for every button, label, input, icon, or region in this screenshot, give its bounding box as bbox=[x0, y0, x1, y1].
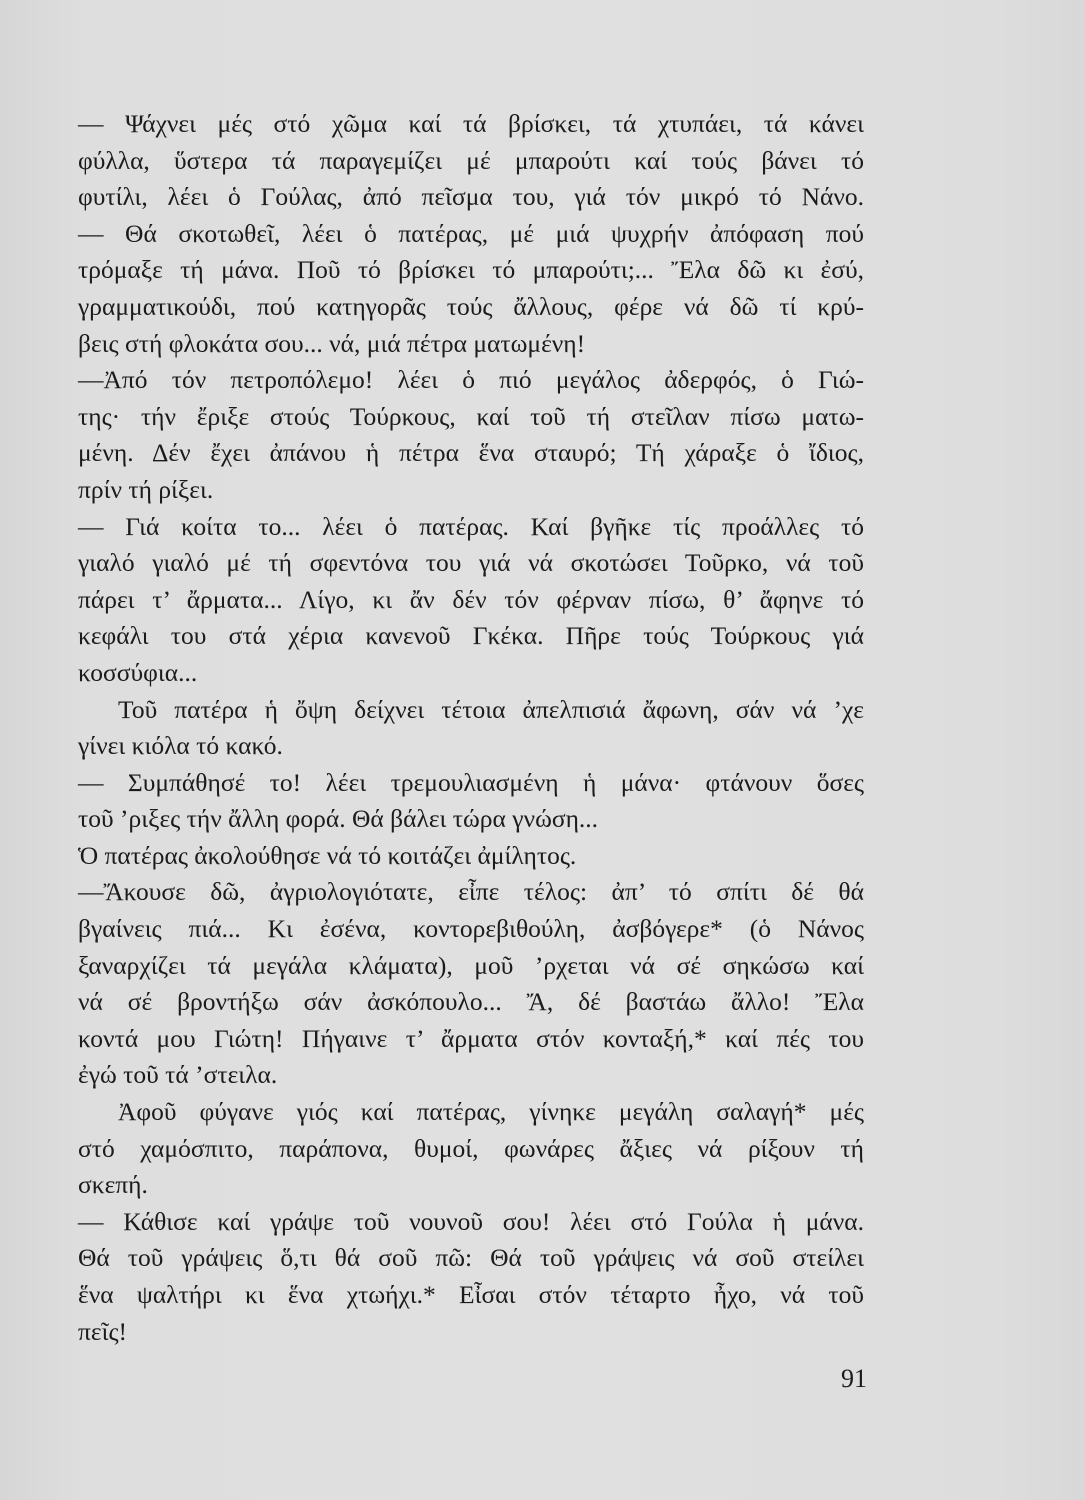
text-line: της· τήν ἔριξε στούς Τούρκους, καί τοῦ τή στεῖλαν πίσω ματω- bbox=[78, 401, 864, 431]
body-text bbox=[78, 106, 864, 1350]
text-line: γραμματικούδι, πού κατηγορᾶς τούς ἄλλους, φέρε νά δῶ τί κρύ- bbox=[78, 291, 864, 321]
text-line: ἕνα ψαλτήρι κι ἕνα χτωήχι.* Εἶσαι στόν τέταρτο ἦχο, νά τοῦ bbox=[78, 1280, 864, 1309]
text-line: — Κάθισε καί γράψε τοῦ νουνοῦ σου! λέει στό Γούλα ἡ μάνα. bbox=[78, 1206, 864, 1236]
text-line: νά σέ βροντήξω σάν ἀσκόπουλο... Ἄ, δέ βαστάω ἄλλο! Ἔλα bbox=[78, 987, 864, 1017]
text-line: κοσσύφια... bbox=[78, 657, 198, 687]
text-line: Ὁ πατέρας ἀκολούθησε νά τό κοιτάζει ἀμίλητος. bbox=[78, 840, 577, 870]
text-line: σκεπή. bbox=[78, 1170, 148, 1200]
text-line: — Συμπάθησέ το! λέει τρεμουλιασμένη ἡ μάνα· φτάνουν ὅσες bbox=[78, 767, 864, 797]
text-line: βεις στή φλοκάτα σου... νά, μιά πέτρα ματωμένη! bbox=[78, 328, 586, 358]
text-line: Θά τοῦ γράψεις ὅ,τι θά σοῦ πῶ: Θά τοῦ γράψεις νά σοῦ στείλει bbox=[78, 1243, 864, 1273]
text-line: — Θά σκοτωθεῖ, λέει ὁ πατέρας, μέ μιά ψυχρήν ἀπόφαση πού bbox=[78, 218, 864, 248]
text-line: φυτίλι, λέει ὁ Γούλας, ἀπό πεῖσμα του, γιά τόν μικρό τό Νάνο. bbox=[78, 182, 864, 212]
text-line: κοντά μου Γιώτη! Πήγαινε τ’ ἄρματα στόν κονταξή,* καί πές του bbox=[78, 1023, 864, 1053]
text-line: βγαίνεις πιά... Κι ἐσένα, κοντορεβιθούλη, ἀσβόγερε* (ὁ Νάνος bbox=[78, 914, 864, 944]
text-line: Ἀφοῦ φύγανε γιός καί πατέρας, γίνηκε μεγάλη σαλαγή* μές bbox=[118, 1097, 864, 1127]
page-number: 91 bbox=[841, 1364, 867, 1393]
text-line: —Ἄκουσε δῶ, ἀγριολογιότατε, εἶπε τέλος: ἀπ’ τό σπίτι δέ θά bbox=[78, 877, 864, 907]
text-line: στό χαμόσπιτο, παράπονα, θυμοί, φωνάρες ἄξιες νά ρίξουν τή bbox=[78, 1133, 864, 1163]
text-line: κεφάλι του στά χέρια κανενοῦ Γκέκα. Πῆρε τούς Τούρκους γιά bbox=[78, 621, 864, 651]
text-line: — Ψάχνει μές στό χῶμα καί τά βρίσκει, τά χτυπάει, τά κάνει bbox=[78, 109, 864, 138]
text-line: γίνει κιόλα τό κακό. bbox=[78, 731, 283, 761]
text-line: γιαλό γιαλό μέ τή σφεντόνα του γιά νά σκοτώσει Τοῦρκο, νά τοῦ bbox=[78, 548, 864, 578]
text-line: πάρει τ’ ἄρματα... Λίγο, κι ἄν δέν τόν φέρναν πίσω, θ’ ἄφηνε τό bbox=[78, 584, 864, 614]
text-line: φύλλα, ὕστερα τά παραγεμίζει μέ μπαρούτι καί τούς βάνει τό bbox=[78, 145, 864, 175]
text-line: τρόμαξε τή μάνα. Ποῦ τό βρίσκει τό μπαρούτι;... Ἔλα δῶ κι ἐσύ, bbox=[78, 255, 864, 285]
text-line: πεῖς! bbox=[78, 1316, 128, 1346]
text-line: ἐγώ τοῦ τά ’στειλα. bbox=[78, 1060, 278, 1090]
text-line: — Γιά κοίτα το... λέει ὁ πατέρας. Καί βγῆκε τίς προάλλες τό bbox=[78, 511, 864, 541]
text-line: Τοῦ πατέρα ἡ ὄψη δείχνει τέτοια ἀπελπισιά ἄφωνη, σάν νά ’χε bbox=[118, 694, 864, 724]
text-line: τοῦ ’ριξες τήν ἄλλη φορά. Θά βάλει τώρα γνώση... bbox=[78, 804, 599, 834]
text-line: ξαναρχίζει τά μεγάλα κλάματα), μοῦ ’ρχεται νά σέ σηκώσω καί bbox=[78, 950, 864, 980]
text-line: μένη. Δέν ἔχει ἀπάνου ἡ πέτρα ἕνα σταυρό; Τή χάραξε ὁ ἴδιος, bbox=[78, 438, 864, 468]
text-line: πρίν τή ρίξει. bbox=[78, 474, 214, 504]
text-line: —Ἀπό τόν πετροπόλεμο! λέει ὁ πιό μεγάλος ἀδερφός, ὁ Γιώ- bbox=[78, 365, 864, 395]
